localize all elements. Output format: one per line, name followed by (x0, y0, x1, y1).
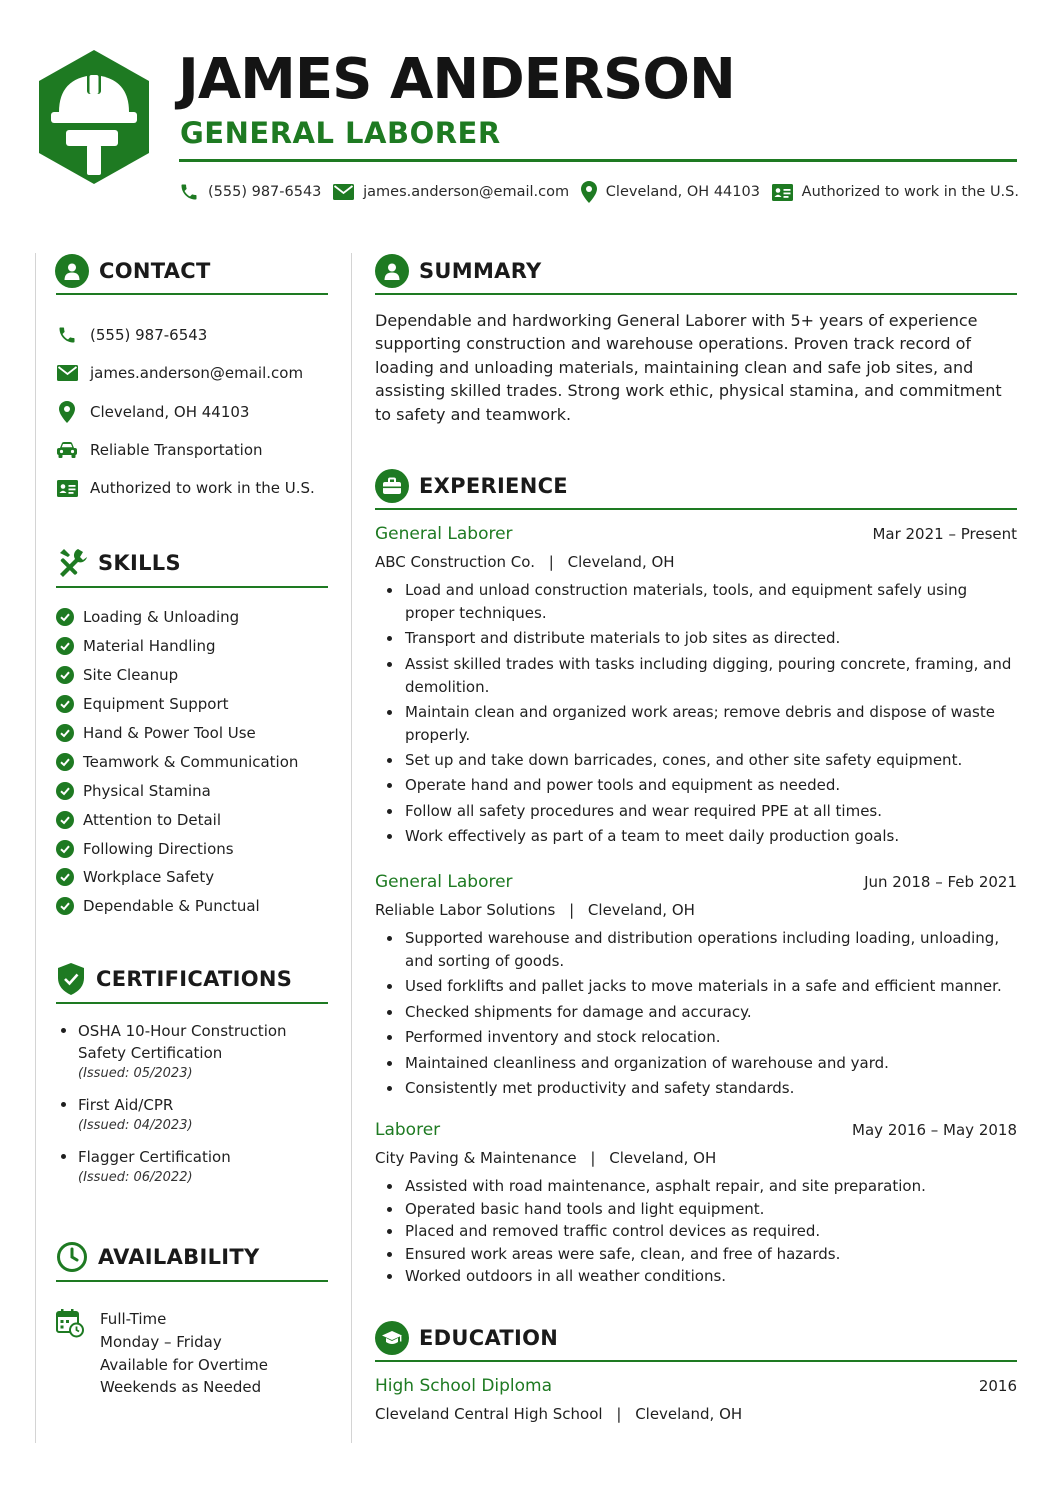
responsibility-item: Operate hand and power tools and equipment as needed. (375, 774, 1017, 797)
company-location: Cleveland, OH (567, 553, 675, 571)
map-pin-icon (581, 181, 597, 203)
summary-heading: SUMMARY (419, 259, 542, 283)
school-location: Cleveland, OH (635, 1405, 743, 1423)
contact-phone[interactable] (56, 316, 331, 354)
responsibility-item: Used forklifts and pallet jacks to move materials in a safe and efficient manner. (375, 975, 1017, 998)
summary-section-header (375, 254, 542, 288)
experience-entry (375, 872, 1017, 1102)
skill-item (56, 747, 336, 776)
experience-section-header (375, 469, 568, 503)
employment-dates: Mar 2021 – Present (872, 525, 1017, 543)
responsibility-item: Transport and distribute materials to job sites as directed. (375, 627, 1017, 650)
responsibility-item: Maintain clean and organized work areas; remove debris and dispose of waste properly. (375, 701, 1017, 747)
employment-dates: Jun 2018 – Feb 2021 (864, 873, 1017, 891)
employer-line (375, 550, 1017, 576)
company-name: Reliable Labor Solutions (375, 901, 556, 919)
company-name: ABC Construction Co. (375, 553, 535, 571)
skill-label: Material Handling (83, 637, 216, 656)
left-column-border (35, 253, 36, 1443)
employer-line (375, 898, 1017, 924)
certifications-list (58, 1020, 333, 1198)
skill-item (56, 863, 336, 892)
header-email-text: james.anderson@email.com (363, 184, 570, 200)
skill-label: Equipment Support (83, 695, 229, 714)
certifications-section-header (56, 962, 292, 996)
availability-line: Weekends as Needed (100, 1378, 262, 1397)
responsibility-item: Load and unload construction materials, tools, and equipment safely using proper techniques. (375, 579, 1017, 625)
availability-heading-rule (56, 1280, 328, 1282)
summary-text: Dependable and hardworking General Laborer with 5+ years of experience supporting construction and warehouse operations. Proven track record of loading and unloading materials, maintaining clean and safe job sites, and assisting skilled trades. Strong work ethic, physical stamina, and commitment to safety and teamwork. (375, 311, 1002, 424)
skills-heading: SKILLS (98, 551, 181, 575)
skill-item (56, 805, 336, 834)
contact-location (56, 393, 331, 431)
skill-item (56, 892, 336, 921)
user-icon (375, 254, 409, 288)
certification-name: OSHA 10-Hour Construction Safety Certification (78, 1022, 287, 1062)
graduation-cap-icon (375, 1321, 409, 1355)
skill-item (56, 661, 336, 690)
employment-dates: May 2016 – May 2018 (852, 1121, 1017, 1139)
responsibility-item: Ensured work areas were safe, clean, and free of hazards. (375, 1243, 1017, 1266)
check-circle-icon (56, 695, 74, 713)
availability-line: Available for Overtime (100, 1355, 269, 1374)
header-email[interactable] (333, 184, 569, 200)
responsibility-item: Assisted with road maintenance, asphalt repair, and site preparation. (375, 1175, 1017, 1198)
skill-item (56, 632, 336, 661)
skill-label: Dependable & Punctual (83, 897, 260, 916)
school-name: Cleveland Central High School (375, 1405, 603, 1423)
calendar-clock-icon (56, 1308, 84, 1399)
header-phone[interactable] (179, 182, 321, 202)
company-location: Cleveland, OH (609, 1149, 717, 1167)
experience-heading-rule (375, 508, 1017, 510)
separator: | (616, 1405, 622, 1423)
contact-phone-text: (555) 987-6543 (90, 326, 208, 345)
check-circle-icon (56, 868, 74, 886)
skill-label: Site Cleanup (83, 666, 179, 685)
position-title: General Laborer (375, 872, 513, 892)
contact-work-authorization-text: Authorized to work in the U.S. (90, 479, 315, 498)
responsibility-item: Assist skilled trades with tasks including digging, pouring concrete, framing, and demolition. (375, 653, 1017, 699)
certifications-heading: CERTIFICATIONS (96, 967, 293, 991)
skill-label: Loading & Unloading (83, 608, 240, 627)
user-icon (55, 254, 89, 288)
contact-work-authorization (56, 469, 331, 507)
contact-section-header (55, 254, 211, 288)
school-line (375, 1402, 1017, 1428)
certification-issued: (Issued: 05/2023) (78, 1066, 193, 1081)
phone-icon (56, 325, 78, 345)
header-work-authorization-text: Authorized to work in the U.S. (801, 184, 1019, 200)
responsibility-item: Maintained cleanliness and organization of warehouse and yard. (375, 1052, 1017, 1075)
responsibility-item: Follow all safety procedures and wear required PPE at all times. (375, 800, 1017, 823)
check-circle-icon (56, 840, 74, 858)
skill-label: Attention to Detail (83, 810, 222, 829)
position-title: General Laborer (375, 524, 513, 544)
separator: | (569, 901, 575, 919)
education-section-header (375, 1321, 558, 1355)
education-entry (375, 1376, 1017, 1428)
skill-item (56, 690, 336, 719)
degree-title: High School Diploma (375, 1376, 553, 1396)
certification-issued: (Issued: 06/2022) (78, 1170, 193, 1185)
responsibility-item: Operated basic hand tools and light equipment. (375, 1198, 1017, 1221)
experience-heading: EXPERIENCE (419, 474, 568, 498)
skill-label: Workplace Safety (83, 868, 215, 887)
check-circle-icon (56, 724, 74, 742)
contact-email-text: james.anderson@email.com (90, 364, 304, 383)
responsibility-item: Performed inventory and stock relocation. (375, 1026, 1017, 1049)
contact-list (56, 316, 331, 507)
availability-heading: AVAILABILITY (98, 1245, 260, 1269)
responsibility-item: Placed and removed traffic control devices as required. (375, 1220, 1017, 1243)
map-pin-icon (56, 401, 78, 423)
responsibilities-list (375, 927, 1017, 1100)
skill-item (56, 834, 336, 863)
skills-list (56, 603, 336, 921)
check-circle-icon (56, 666, 74, 684)
graduation-year: 2016 (978, 1377, 1017, 1395)
skill-label: Physical Stamina (83, 781, 211, 800)
skill-item (56, 719, 336, 748)
check-circle-icon (56, 811, 74, 829)
company-location: Cleveland, OH (587, 901, 695, 919)
certification-item (58, 1020, 333, 1084)
check-circle-icon (56, 753, 74, 771)
availability-line: Full-Time (100, 1310, 167, 1328)
responsibility-item: Worked outdoors in all weather conditions. (375, 1265, 1017, 1288)
skill-item (56, 776, 336, 805)
employer-line (375, 1146, 1017, 1172)
shield-icon (56, 962, 86, 996)
skill-label: Following Directions (83, 839, 234, 858)
check-circle-icon (56, 782, 74, 800)
phone-icon (179, 182, 199, 202)
envelope-icon (333, 184, 354, 200)
contact-heading: CONTACT (99, 259, 211, 283)
experience-entry (375, 1120, 1017, 1288)
responsibility-item: Checked shipments for damage and accuracy. (375, 1001, 1017, 1024)
responsibilities-list (375, 579, 1017, 848)
id-card-icon (772, 184, 793, 201)
contact-transportation-text: Reliable Transportation (90, 441, 263, 460)
tools-icon (56, 547, 88, 579)
skill-label: Teamwork & Communication (83, 752, 299, 771)
responsibility-item: Supported warehouse and distribution operations including loading, unloading, and sorting of goods. (375, 927, 1017, 973)
header-work-authorization (772, 184, 1019, 201)
availability-section-header (56, 1241, 260, 1273)
education-heading: EDUCATION (419, 1326, 559, 1350)
availability-lines (100, 1308, 268, 1399)
check-circle-icon (56, 608, 74, 626)
skills-section-header (56, 547, 181, 579)
job-title: GENERAL LABORER (180, 116, 501, 150)
contact-location-text: Cleveland, OH 44103 (90, 402, 250, 421)
header-contact-bar (179, 178, 1019, 206)
hard-hat-hammer-logo-icon (37, 48, 151, 186)
separator: | (548, 553, 554, 571)
summary-heading-rule (375, 293, 1017, 295)
contact-transportation (56, 431, 331, 469)
responsibilities-list (375, 1175, 1017, 1288)
header-phone-text: (555) 987-6543 (208, 184, 322, 200)
clock-icon (56, 1241, 88, 1273)
availability-line: Monday – Friday (100, 1332, 222, 1351)
contact-heading-rule (56, 293, 328, 295)
company-name: City Paving & Maintenance (375, 1149, 577, 1167)
certification-item (58, 1146, 333, 1188)
id-card-icon (56, 480, 78, 497)
skill-item (56, 603, 336, 632)
header-divider (179, 159, 1017, 162)
certification-item (58, 1094, 333, 1136)
candidate-name: JAMES ANDERSON (178, 47, 735, 112)
position-title: Laborer (375, 1120, 441, 1140)
availability-block (56, 1308, 268, 1399)
column-divider (351, 253, 352, 1443)
skills-heading-rule (56, 586, 328, 588)
experience-entry (375, 524, 1017, 850)
car-icon (56, 441, 78, 459)
certifications-heading-rule (56, 1002, 328, 1004)
separator: | (590, 1149, 596, 1167)
briefcase-icon (375, 469, 409, 503)
responsibility-item: Work effectively as part of a team to meet daily production goals. (375, 825, 1017, 848)
contact-email[interactable] (56, 354, 331, 392)
responsibility-item: Consistently met productivity and safety standards. (375, 1077, 1017, 1100)
check-circle-icon (56, 897, 74, 915)
responsibility-item: Set up and take down barricades, cones, and other site safety equipment. (375, 749, 1017, 772)
certification-name: Flagger Certification (78, 1148, 231, 1166)
header-location-text: Cleveland, OH 44103 (605, 184, 760, 200)
envelope-icon (56, 365, 78, 381)
certification-name: First Aid/CPR (78, 1096, 174, 1114)
skill-label: Hand & Power Tool Use (83, 724, 256, 742)
certification-issued: (Issued: 04/2023) (78, 1118, 193, 1133)
header-location (581, 181, 760, 203)
check-circle-icon (56, 637, 74, 655)
education-heading-rule (375, 1360, 1017, 1362)
